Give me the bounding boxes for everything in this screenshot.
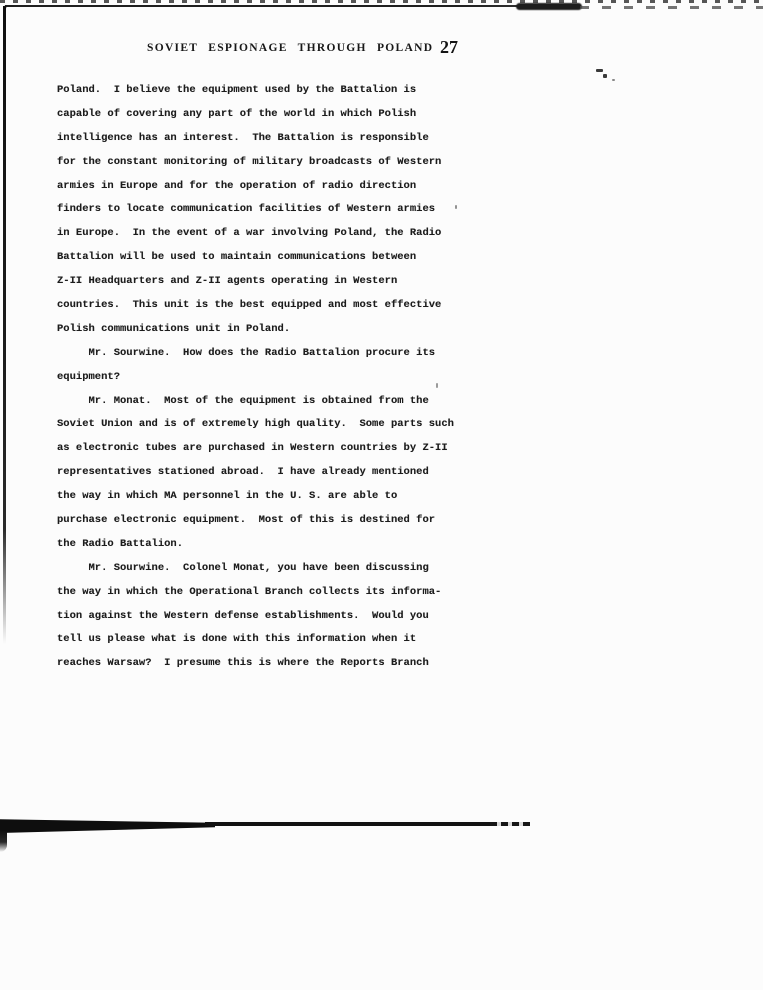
text-line: finders to locate communication facilities of Western armies	[57, 203, 436, 216]
scan-edge-smudge	[516, 3, 582, 10]
text-line: Mr. Sourwine. Colonel Monat, you have been discussing	[57, 561, 429, 574]
text-line: Poland. I believe the equipment used by the Battalion is	[57, 84, 417, 96]
text-line: in Europe. In the event of a war involving Poland, the Radio	[57, 227, 442, 240]
text-line: Polish communications unit in Poland.	[57, 322, 291, 335]
text-line: capable of covering any part of the world in which Polish	[57, 107, 417, 120]
scan-artifact-bottom-line-end	[490, 822, 530, 826]
scan-speckle	[603, 74, 607, 78]
running-head-title: SOVIET ESPIONAGE THROUGH POLAND	[147, 42, 434, 54]
text-line: armies in Europe and for the operation of radio direction	[57, 179, 417, 192]
text-line: representatives stationed abroad. I have already mentioned	[57, 466, 429, 479]
text-line: purchase electronic equipment. Most of this is destined for	[57, 514, 436, 527]
scan-artifact-bottom-line	[205, 822, 493, 826]
text-line: for the constant monitoring of military broadcasts of Western	[57, 155, 442, 168]
text-line: as electronic tubes are purchased in Western countries by Z-II	[57, 442, 448, 455]
scan-artifact-bottom-wedge	[0, 818, 215, 833]
text-line: the way in which MA personnel in the U. S. are able to	[57, 490, 398, 503]
scan-speckle	[612, 79, 615, 81]
text-line: Z-II Headquarters and Z-II agents operating in Western	[57, 275, 398, 288]
text-line: Battalion will be used to maintain communications between	[57, 251, 417, 264]
text-line: tion against the Western defense establishments. Would you	[57, 609, 429, 622]
text-line: equipment?	[57, 370, 121, 383]
text-line: Mr. Sourwine. How does the Radio Battalion procure its	[57, 346, 436, 359]
text-line: the Radio Battalion.	[57, 537, 184, 550]
text-line: Mr. Monat. Most of the equipment is obtained from the	[57, 394, 429, 407]
scan-speckle	[596, 69, 603, 72]
transcript-body	[57, 79, 487, 676]
scan-edge-left-line	[3, 6, 6, 644]
text-line: reaches Warsaw? I presume this is where the Reports Branch	[57, 657, 429, 670]
page-number: 27	[440, 37, 458, 57]
text-line: the way in which the Operational Branch collects its informa-	[57, 585, 442, 598]
text-line: countries. This unit is the best equipped and most effective	[57, 299, 442, 312]
text-line: intelligence has an interest. The Battalion is responsible	[57, 131, 429, 144]
scan-edge-dashed-line	[580, 6, 763, 9]
text-line: Soviet Union and is of extremely high quality. Some parts such	[57, 418, 454, 431]
text-line: tell us please what is done with this information when it	[57, 633, 417, 646]
scan-edge-top-line	[5, 5, 537, 7]
scan-edge-dotted-line	[0, 0, 763, 3]
scan-artifact-left-curl	[0, 830, 7, 852]
